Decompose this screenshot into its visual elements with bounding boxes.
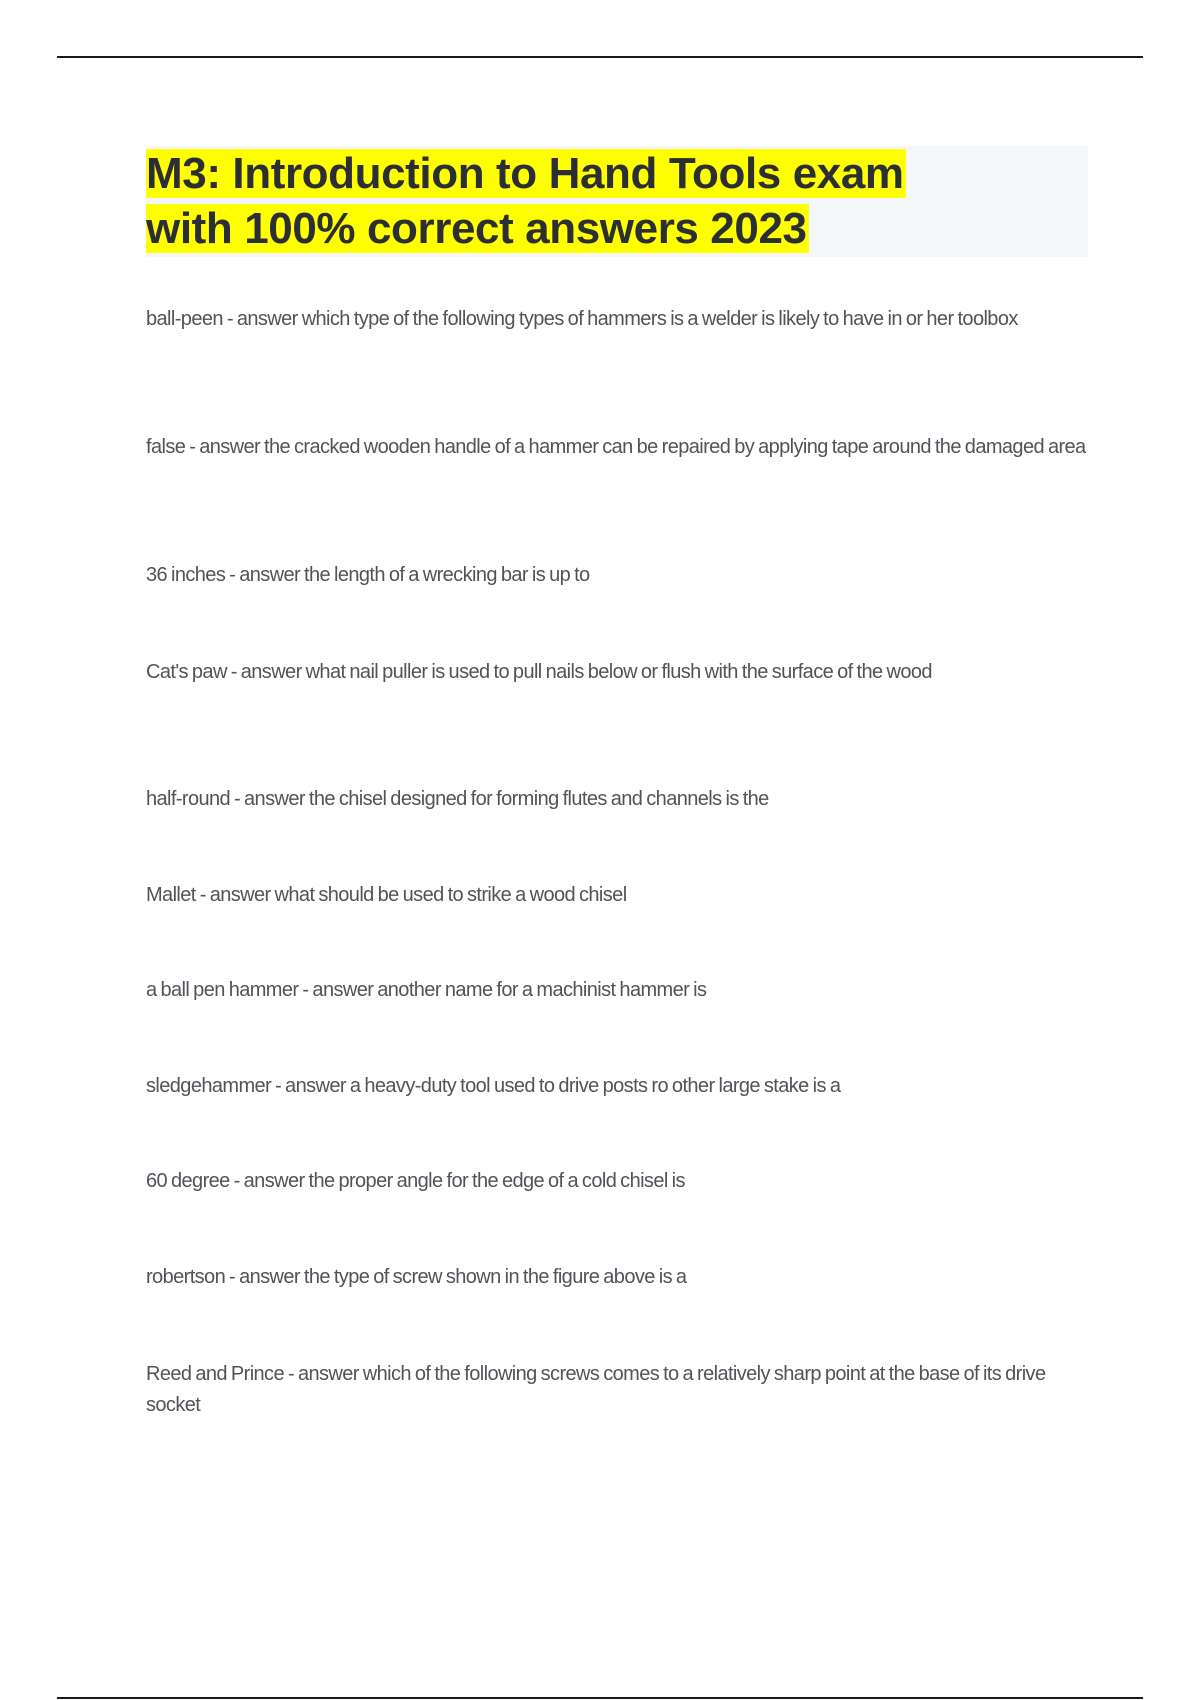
title-line-1: M3: Introduction to Hand Tools exam: [146, 149, 904, 198]
page-bottom-rule: [57, 1697, 1143, 1699]
qa-item: a ball pen hammer - answer another name for a machinist hammer is: [146, 979, 707, 1001]
qa-item: robertson - answer the type of screw shown in the figure above is a: [146, 1266, 687, 1288]
qa-item: Cat's paw - answer what nail puller is used to pull nails below or flush with the surface of the wood: [146, 661, 932, 683]
qa-item: Reed and Prince - answer which of the following screws comes to a relatively sharp point at the base of its drive socket: [146, 1363, 1046, 1416]
qa-item: ball-peen - answer which type of the following types of hammers is a welder is likely to have in or her toolbox: [146, 308, 1018, 330]
page-top-rule: [57, 56, 1143, 58]
title-line-2: with 100% correct answers 2023: [146, 204, 807, 253]
qa-item: 60 degree - answer the proper angle for the edge of a cold chisel is: [146, 1170, 685, 1192]
qa-item: 36 inches - answer the length of a wrecking bar is up to: [146, 564, 590, 586]
qa-item: sledgehammer - answer a heavy-duty tool used to drive posts ro other large stake is a: [146, 1075, 841, 1097]
document-title: [146, 146, 1088, 256]
qa-item: Mallet - answer what should be used to strike a wood chisel: [146, 884, 627, 906]
qa-item: false - answer the cracked wooden handle of a hammer can be repaired by applying tape around the damaged area: [146, 436, 1086, 458]
qa-item: half-round - answer the chisel designed for forming flutes and channels is the: [146, 788, 769, 810]
